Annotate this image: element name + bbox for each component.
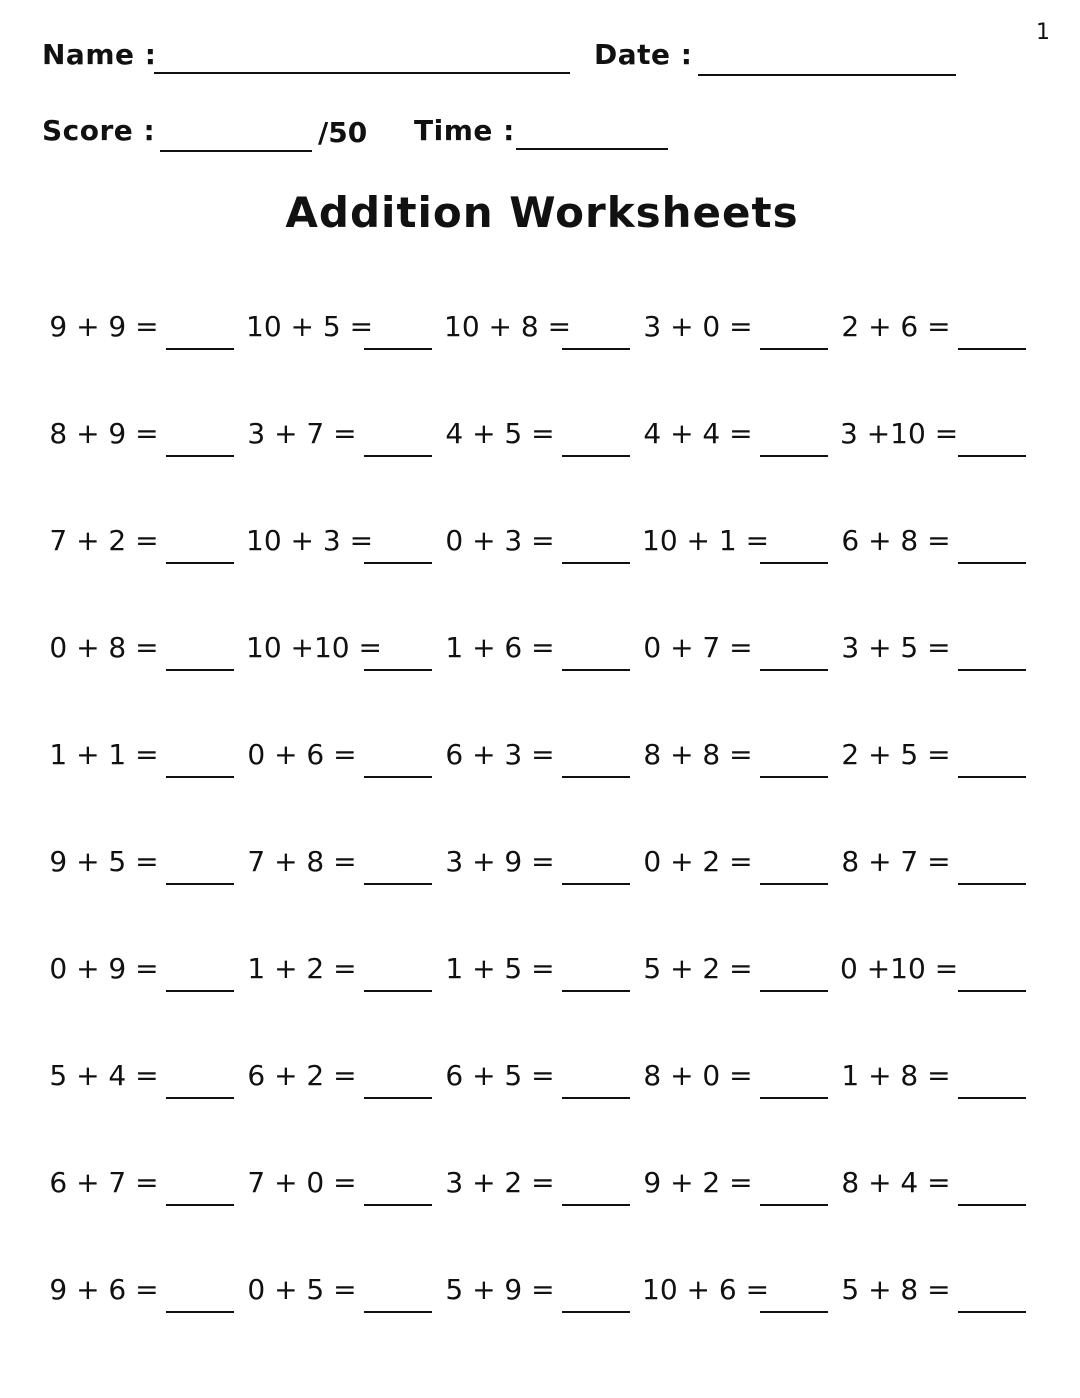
- problem-expression: 0 + 3 =: [445, 524, 555, 557]
- problem-item: [444, 623, 642, 673]
- problem-item: [840, 623, 1038, 673]
- answer-blank[interactable]: [760, 1097, 828, 1099]
- problem-item: [642, 516, 840, 566]
- problem-expression: 10 +10 =: [246, 631, 382, 664]
- problem-item: [48, 730, 246, 780]
- score-label: Score :: [42, 114, 156, 147]
- problem-expression: 9 + 5 =: [49, 845, 159, 878]
- answer-blank[interactable]: [364, 348, 432, 350]
- problem-item: [642, 730, 840, 780]
- problem-item: [444, 837, 642, 887]
- problem-row: [48, 623, 1038, 730]
- problem-item: [48, 516, 246, 566]
- answer-blank[interactable]: [562, 455, 630, 457]
- problem-grid: [48, 302, 1038, 1372]
- problem-row: [48, 837, 1038, 944]
- date-field[interactable]: [698, 74, 956, 76]
- problem-expression: 0 +10 =: [840, 952, 959, 985]
- problem-item: [642, 1265, 840, 1315]
- time-label: Time :: [414, 114, 515, 147]
- problem-item: [840, 302, 1038, 352]
- problem-item: [48, 1051, 246, 1101]
- problem-expression: 3 + 2 =: [445, 1166, 555, 1199]
- problem-row: [48, 1158, 1038, 1265]
- problem-expression: 3 + 9 =: [445, 845, 555, 878]
- problem-item: [246, 1051, 444, 1101]
- answer-blank[interactable]: [958, 562, 1026, 564]
- problem-item: [444, 1051, 642, 1101]
- answer-blank[interactable]: [760, 1204, 828, 1206]
- problem-row: [48, 409, 1038, 516]
- problem-expression: 6 + 8 =: [841, 524, 951, 557]
- problem-expression: 7 + 8 =: [247, 845, 357, 878]
- problem-expression: 2 + 6 =: [841, 310, 951, 343]
- problem-item: [444, 302, 642, 352]
- answer-blank[interactable]: [760, 562, 828, 564]
- score-max: /50: [318, 116, 368, 149]
- problem-item: [840, 730, 1038, 780]
- answer-blank[interactable]: [760, 348, 828, 350]
- problem-expression: 0 + 7 =: [643, 631, 753, 664]
- problem-expression: 1 + 8 =: [841, 1059, 951, 1092]
- answer-blank[interactable]: [958, 455, 1026, 457]
- problem-expression: 3 + 5 =: [841, 631, 951, 664]
- answer-blank[interactable]: [562, 1204, 630, 1206]
- problem-item: [444, 409, 642, 459]
- problem-expression: 1 + 6 =: [445, 631, 555, 664]
- problem-item: [444, 944, 642, 994]
- problem-item: [642, 623, 840, 673]
- answer-blank[interactable]: [364, 990, 432, 992]
- problem-item: [444, 516, 642, 566]
- answer-blank[interactable]: [760, 776, 828, 778]
- answer-blank[interactable]: [958, 669, 1026, 671]
- name-field[interactable]: [154, 72, 570, 74]
- problem-expression: 6 + 5 =: [445, 1059, 555, 1092]
- problem-expression: 8 + 0 =: [643, 1059, 753, 1092]
- problem-expression: 3 + 7 =: [247, 417, 357, 450]
- score-field[interactable]: [160, 150, 312, 152]
- problem-expression: 8 + 7 =: [841, 845, 951, 878]
- problem-expression: 0 + 6 =: [247, 738, 357, 771]
- problem-expression: 7 + 0 =: [247, 1166, 357, 1199]
- worksheet-title: Addition Worksheets: [285, 188, 799, 237]
- problem-item: [48, 1158, 246, 1208]
- problem-row: [48, 1265, 1038, 1372]
- problem-expression: 10 + 8 =: [444, 310, 572, 343]
- problem-item: [48, 1265, 246, 1315]
- answer-blank[interactable]: [562, 669, 630, 671]
- problem-expression: 0 + 8 =: [49, 631, 159, 664]
- problem-item: [642, 1051, 840, 1101]
- problem-item: [48, 302, 246, 352]
- answer-blank[interactable]: [364, 562, 432, 564]
- problem-item: [840, 944, 1038, 994]
- problem-expression: 0 + 5 =: [247, 1273, 357, 1306]
- problem-item: [246, 944, 444, 994]
- problem-expression: 7 + 2 =: [49, 524, 159, 557]
- page-number: 1: [1036, 20, 1050, 45]
- answer-blank[interactable]: [760, 990, 828, 992]
- problem-item: [642, 409, 840, 459]
- answer-blank[interactable]: [364, 455, 432, 457]
- answer-blank[interactable]: [166, 348, 234, 350]
- problem-expression: 9 + 9 =: [49, 310, 159, 343]
- problem-expression: 3 +10 =: [840, 417, 959, 450]
- problem-expression: 8 + 8 =: [643, 738, 753, 771]
- answer-blank[interactable]: [760, 669, 828, 671]
- answer-blank[interactable]: [958, 1097, 1026, 1099]
- problem-item: [444, 1265, 642, 1315]
- problem-expression: 5 + 8 =: [841, 1273, 951, 1306]
- problem-row: [48, 516, 1038, 623]
- answer-blank[interactable]: [958, 1204, 1026, 1206]
- answer-blank[interactable]: [760, 883, 828, 885]
- problem-expression: 3 + 0 =: [643, 310, 753, 343]
- problem-expression: 4 + 5 =: [445, 417, 555, 450]
- answer-blank[interactable]: [760, 1311, 828, 1313]
- problem-item: [840, 1051, 1038, 1101]
- problem-item: [444, 730, 642, 780]
- problem-item: [840, 409, 1038, 459]
- problem-expression: 10 + 6 =: [642, 1273, 770, 1306]
- answer-blank[interactable]: [562, 562, 630, 564]
- answer-blank[interactable]: [958, 776, 1026, 778]
- answer-blank[interactable]: [958, 883, 1026, 885]
- answer-blank[interactable]: [364, 669, 432, 671]
- answer-blank[interactable]: [166, 990, 234, 992]
- answer-blank[interactable]: [958, 990, 1026, 992]
- answer-blank[interactable]: [958, 348, 1026, 350]
- problem-item: [444, 1158, 642, 1208]
- answer-blank[interactable]: [364, 1311, 432, 1313]
- answer-blank[interactable]: [562, 883, 630, 885]
- answer-blank[interactable]: [562, 348, 630, 350]
- problem-item: [840, 516, 1038, 566]
- problem-expression: 0 + 9 =: [49, 952, 159, 985]
- problem-expression: 5 + 9 =: [445, 1273, 555, 1306]
- problem-expression: 6 + 7 =: [49, 1166, 159, 1199]
- answer-blank[interactable]: [364, 1097, 432, 1099]
- problem-item: [246, 409, 444, 459]
- answer-blank[interactable]: [958, 1311, 1026, 1313]
- problem-item: [48, 409, 246, 459]
- answer-blank[interactable]: [760, 455, 828, 457]
- problem-expression: 8 + 9 =: [49, 417, 159, 450]
- answer-blank[interactable]: [166, 1097, 234, 1099]
- problem-item: [642, 837, 840, 887]
- answer-blank[interactable]: [562, 1311, 630, 1313]
- problem-item: [246, 730, 444, 780]
- problem-item: [840, 837, 1038, 887]
- problem-expression: 10 + 1 =: [642, 524, 770, 557]
- problem-item: [840, 1265, 1038, 1315]
- answer-blank[interactable]: [364, 883, 432, 885]
- problem-expression: 10 + 3 =: [246, 524, 374, 557]
- answer-blank[interactable]: [562, 990, 630, 992]
- problem-item: [642, 1158, 840, 1208]
- problem-item: [246, 1158, 444, 1208]
- problem-item: [246, 623, 444, 673]
- problem-row: [48, 730, 1038, 837]
- problem-expression: 9 + 2 =: [643, 1166, 753, 1199]
- problem-item: [642, 944, 840, 994]
- problem-item: [246, 837, 444, 887]
- problem-item: [840, 1158, 1038, 1208]
- problem-item: [642, 302, 840, 352]
- problem-expression: 8 + 4 =: [841, 1166, 951, 1199]
- problem-expression: 6 + 2 =: [247, 1059, 357, 1092]
- problem-row: [48, 1051, 1038, 1158]
- problem-expression: 1 + 1 =: [49, 738, 159, 771]
- problem-expression: 9 + 6 =: [49, 1273, 159, 1306]
- answer-blank[interactable]: [364, 1204, 432, 1206]
- problem-row: [48, 302, 1038, 409]
- name-label: Name :: [42, 38, 157, 71]
- problem-item: [48, 944, 246, 994]
- problem-expression: 10 + 5 =: [246, 310, 374, 343]
- answer-blank[interactable]: [166, 1311, 234, 1313]
- problem-item: [246, 1265, 444, 1315]
- problem-expression: 6 + 3 =: [445, 738, 555, 771]
- problem-expression: 0 + 2 =: [643, 845, 753, 878]
- problem-expression: 4 + 4 =: [643, 417, 753, 450]
- problem-expression: 1 + 2 =: [247, 952, 357, 985]
- problem-item: [48, 837, 246, 887]
- answer-blank[interactable]: [166, 562, 234, 564]
- problem-expression: 5 + 4 =: [49, 1059, 159, 1092]
- answer-blank[interactable]: [166, 883, 234, 885]
- problem-row: [48, 944, 1038, 1051]
- answer-blank[interactable]: [166, 455, 234, 457]
- problem-expression: 2 + 5 =: [841, 738, 951, 771]
- answer-blank[interactable]: [166, 776, 234, 778]
- problem-item: [246, 516, 444, 566]
- problem-expression: 5 + 2 =: [643, 952, 753, 985]
- date-label: Date :: [594, 38, 693, 71]
- problem-item: [48, 623, 246, 673]
- answer-blank[interactable]: [166, 1204, 234, 1206]
- problem-item: [246, 302, 444, 352]
- answer-blank[interactable]: [562, 776, 630, 778]
- answer-blank[interactable]: [562, 1097, 630, 1099]
- problem-expression: 1 + 5 =: [445, 952, 555, 985]
- answer-blank[interactable]: [364, 776, 432, 778]
- answer-blank[interactable]: [166, 669, 234, 671]
- time-field[interactable]: [516, 148, 668, 150]
